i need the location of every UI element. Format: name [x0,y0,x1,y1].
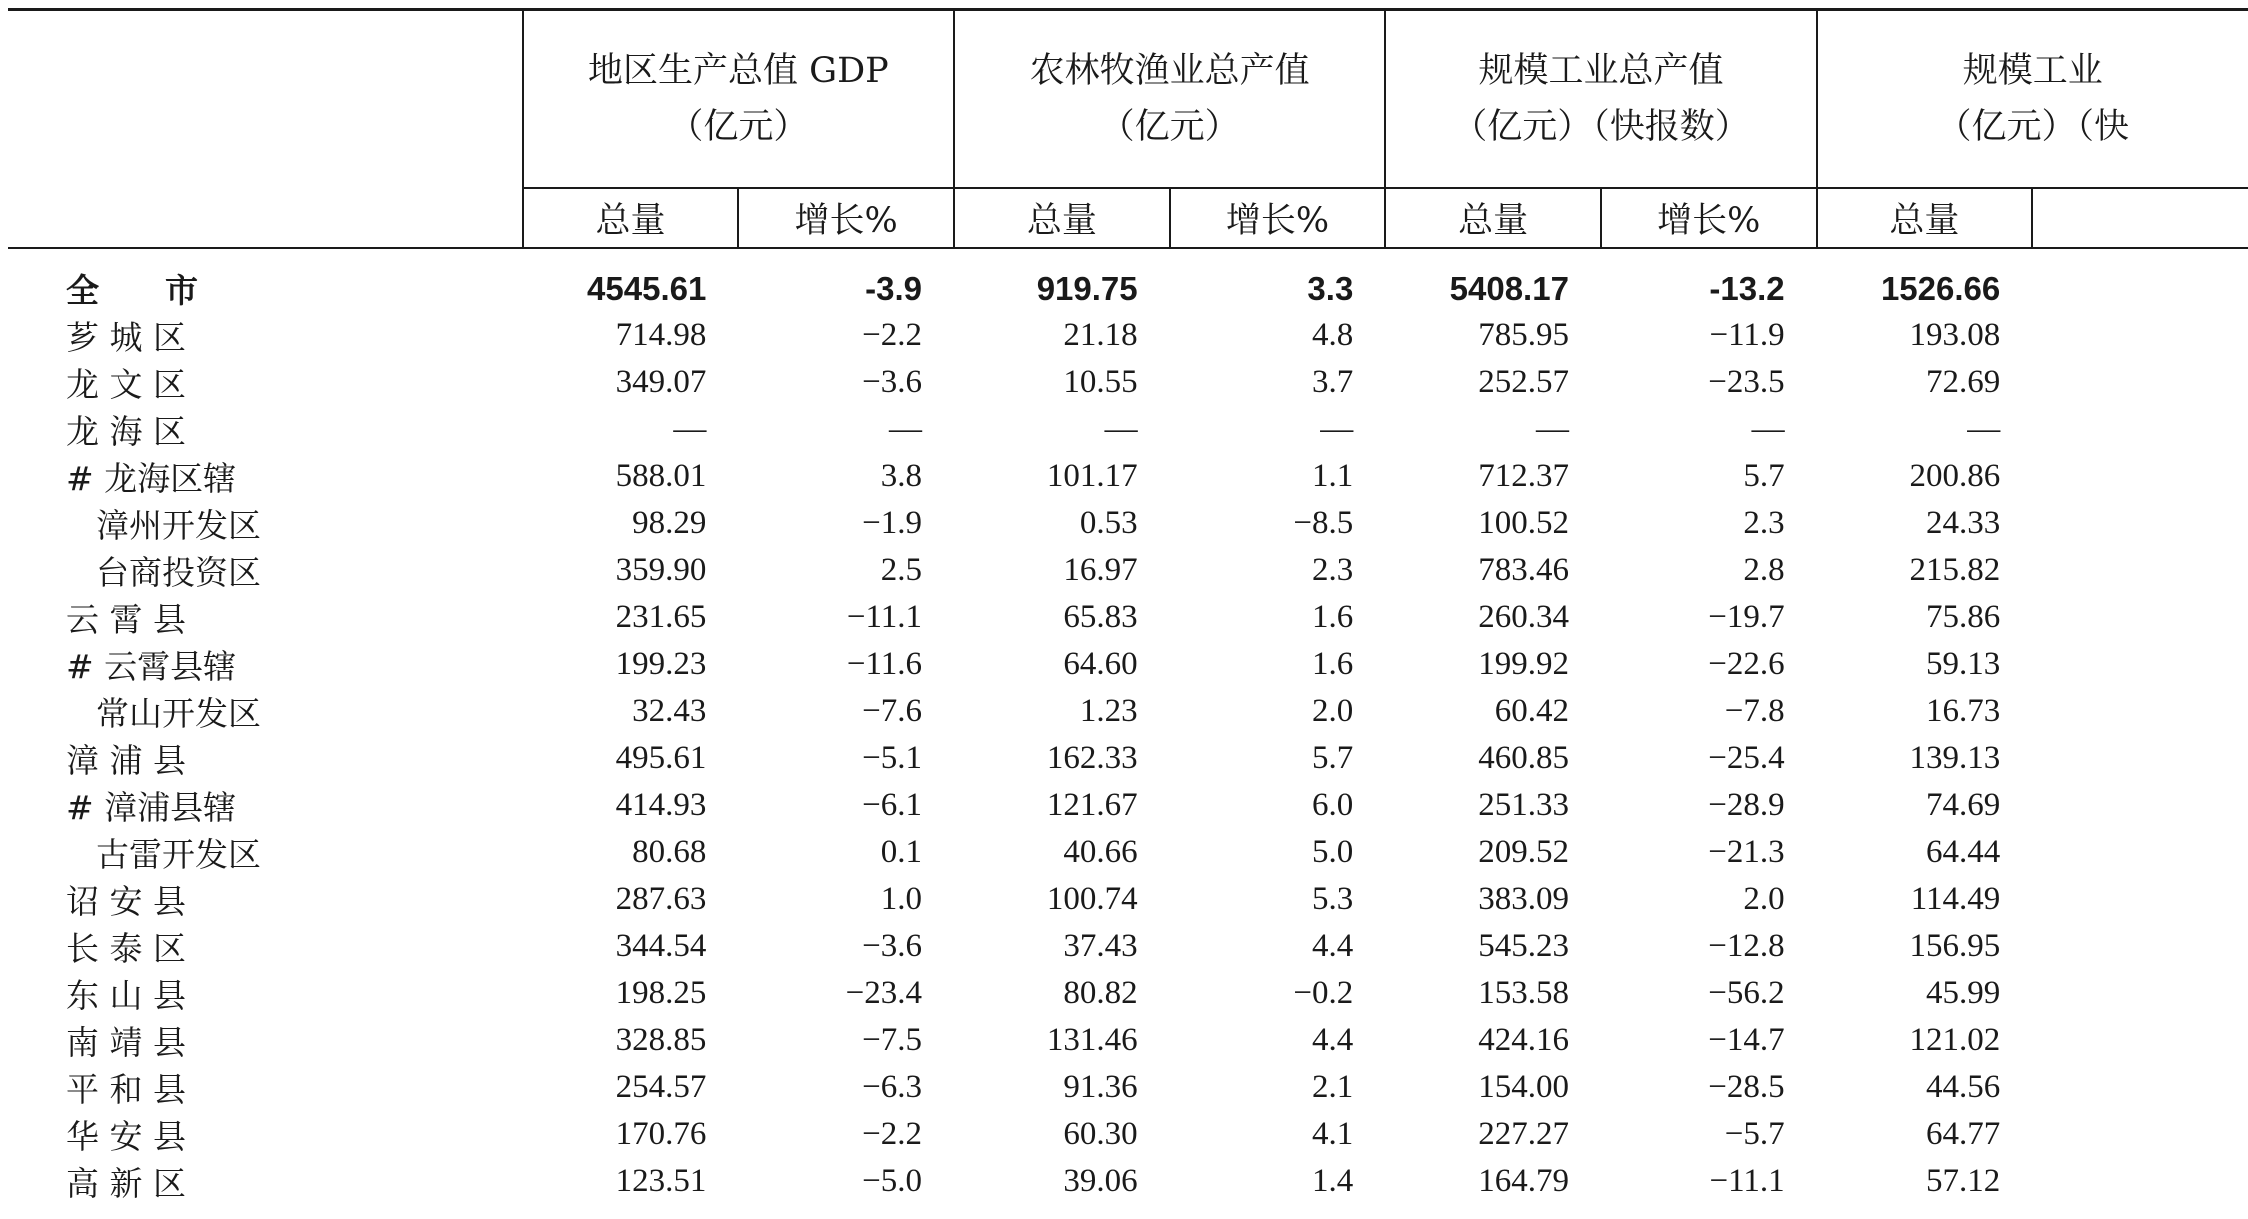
region-name: 诏 安 县 [66,882,186,921]
value-cell: 287.63 [615,881,707,917]
subheader-total: 总量 [523,188,739,248]
table-row [8,406,2248,453]
header-row-groups [8,10,2248,189]
value-cell: −8.5 [1293,505,1354,541]
header-group-gdp [523,10,954,189]
table-row [8,735,2248,782]
table-row [8,1017,2248,1064]
region-name: 长 泰 区 [66,929,186,968]
value-cell: 198.25 [615,975,707,1011]
clipped-cell [2032,594,2248,641]
value-cell: −2.2 [862,317,922,353]
value-cell: 4545.61 [587,269,707,307]
table-body [8,248,2248,1205]
value-cell: 72.69 [1925,364,2001,400]
value-cell: 91.36 [1063,1069,1138,1105]
value-cell: −19.7 [1708,599,1785,635]
value-cell: −23.5 [1708,364,1785,400]
value-cell: 460.85 [1478,740,1569,776]
value-cell: 6.0 [1312,787,1354,823]
value-cell: 16.73 [1925,693,2001,729]
subheader-total: 总量 [1817,188,2033,248]
group-unit: （亿元） [668,107,809,147]
value-cell: 2.0 [1743,881,1785,917]
value-cell: 200.86 [1909,458,2001,494]
value-cell: 1.1 [1312,458,1354,494]
value-cell: 5.7 [1743,458,1785,494]
region-name: 龙 文 区 [66,365,186,404]
value-cell: 349.07 [615,364,707,400]
value-cell: -3.9 [865,269,922,307]
value-cell: 64.77 [1925,1116,2001,1152]
value-cell: 64.44 [1925,834,2001,870]
value-cell: 10.55 [1063,364,1138,400]
region-name: 云 霄 县 [66,600,186,639]
value-cell: 4.1 [1312,1116,1354,1152]
value-cell: 588.01 [615,458,707,494]
value-cell: 162.33 [1046,740,1138,776]
region-name: 常山开发区 [96,694,261,733]
value-cell: 170.76 [615,1116,707,1152]
value-cell: 123.51 [615,1163,707,1199]
value-cell: — [1751,411,1785,447]
table-row [8,1111,2248,1158]
clipped-cell [2032,500,2248,547]
value-cell: 4.8 [1312,317,1354,353]
value-cell: −25.4 [1708,740,1785,776]
table-row [8,782,2248,829]
clipped-cell [2032,265,2248,312]
value-cell: −11.1 [1709,1163,1785,1199]
value-cell: −28.9 [1708,787,1785,823]
region-name: # 云霄县辖 [66,647,237,686]
clipped-cell [2032,312,2248,359]
value-cell: 45.99 [1925,975,2001,1011]
value-cell: 0.53 [1079,505,1138,541]
clipped-cell [2032,782,2248,829]
value-cell: −12.8 [1708,928,1785,964]
subheader-total: 总量 [1385,188,1601,248]
value-cell: −6.3 [862,1069,922,1105]
value-cell: 714.98 [615,317,707,353]
value-cell: 227.27 [1478,1116,1569,1152]
value-cell: −3.6 [862,928,922,964]
region-name: # 漳浦县辖 [66,788,237,827]
value-cell: −7.8 [1724,693,1785,729]
value-cell: −0.2 [1293,975,1354,1011]
value-cell: 2.3 [1743,505,1785,541]
clipped-cell [2032,453,2248,500]
value-cell: 32.43 [632,693,707,729]
value-cell: 80.82 [1063,975,1138,1011]
region-name: 高 新 区 [66,1164,186,1203]
table-header [8,10,2248,249]
region-name: 平 和 县 [66,1070,186,1109]
value-cell: 98.29 [632,505,707,541]
value-cell: 139.13 [1909,740,2001,776]
table-row [8,453,2248,500]
value-cell: 44.56 [1925,1069,2001,1105]
value-cell: 251.33 [1478,787,1569,823]
clipped-cell [2032,876,2248,923]
value-cell: −5.0 [862,1163,922,1199]
region-name: 台商投资区 [96,553,261,592]
value-cell: −3.6 [862,364,922,400]
region-name: 漳 浦 县 [66,741,186,780]
value-cell: 5.3 [1312,881,1354,917]
value-cell: 2.5 [880,552,922,588]
value-cell: 193.08 [1909,317,2001,353]
value-cell: 1.23 [1079,693,1138,729]
clipped-cell [2032,406,2248,453]
value-cell: 154.00 [1478,1069,1569,1105]
value-cell: −7.6 [862,693,922,729]
value-cell: 16.97 [1063,552,1138,588]
table-row [8,829,2248,876]
value-cell: 383.09 [1478,881,1569,917]
value-cell: 328.85 [615,1022,707,1058]
value-cell: 5.7 [1312,740,1354,776]
value-cell: — [1104,411,1138,447]
subheader-total: 总量 [954,188,1170,248]
value-cell: 359.90 [615,552,707,588]
value-cell: 101.17 [1046,458,1138,494]
table-row [8,688,2248,735]
table-row [8,265,2248,312]
value-cell: 1.0 [880,881,922,917]
header-group-industry-clipped [1817,10,2248,189]
value-cell: 60.30 [1063,1116,1138,1152]
value-cell: −11.6 [846,646,922,682]
statistics-table [8,8,2248,1205]
value-cell: 785.95 [1478,317,1569,353]
value-cell: — [673,411,707,447]
group-title: 规模工业总产值 [1478,51,1724,91]
value-cell: 414.93 [615,787,707,823]
value-cell: 783.46 [1478,552,1569,588]
clipped-cell [2032,1017,2248,1064]
value-cell: — [1535,411,1569,447]
value-cell: 215.82 [1909,552,2001,588]
value-cell: −14.7 [1708,1022,1785,1058]
table-row [8,923,2248,970]
value-cell: 260.34 [1478,599,1569,635]
clipped-cell [2032,923,2248,970]
region-name: 古雷开发区 [96,835,261,874]
header-group-agriculture [954,10,1385,189]
region-name: # 龙海区辖 [66,459,237,498]
value-cell: 60.42 [1494,693,1569,729]
clipped-cell [2032,829,2248,876]
region-name: 漳州开发区 [96,506,261,545]
value-cell: 231.65 [615,599,707,635]
value-cell: 1.6 [1312,599,1354,635]
value-cell: 2.0 [1312,693,1354,729]
value-cell: 495.61 [615,740,707,776]
value-cell: 100.74 [1046,881,1138,917]
group-title: 农林牧渔业总产值 [1029,51,1310,91]
value-cell: 545.23 [1478,928,1569,964]
value-cell: — [1967,411,2001,447]
value-cell: −5.1 [862,740,922,776]
subheader-growth: 增长% [738,188,954,248]
value-cell: 209.52 [1478,834,1569,870]
value-cell: 121.67 [1046,787,1138,823]
value-cell: 164.79 [1478,1163,1569,1199]
value-cell: 2.3 [1312,552,1354,588]
value-cell: 59.13 [1925,646,2001,682]
table-row [8,359,2248,406]
value-cell: 100.52 [1478,505,1569,541]
value-cell: −21.3 [1708,834,1785,870]
subheader-clipped [2032,188,2248,248]
clipped-cell [2032,547,2248,594]
value-cell: 40.66 [1063,834,1138,870]
value-cell: −11.1 [846,599,922,635]
table-row [8,876,2248,923]
clipped-cell [2032,1158,2248,1205]
value-cell: 80.68 [632,834,707,870]
value-cell: 57.12 [1925,1163,2001,1199]
header-row-subcolumns [8,188,2248,248]
value-cell: 3.3 [1307,269,1354,307]
value-cell: −22.6 [1708,646,1785,682]
subheader-growth: 增长% [1601,188,1817,248]
region-name: 芗 城 区 [66,318,186,357]
value-cell: −11.9 [1709,317,1785,353]
group-title: 地区生产总值 GDP [588,51,889,91]
group-unit: （亿元） [1099,107,1240,147]
value-cell: 254.57 [615,1069,707,1105]
value-cell: 4.4 [1312,928,1354,964]
value-cell: 153.58 [1478,975,1569,1011]
group-unit: （亿元）（快报数） [1452,107,1750,147]
value-cell: 0.1 [880,834,922,870]
value-cell: 75.86 [1925,599,2001,635]
value-cell: 21.18 [1063,317,1138,353]
table-row [8,1158,2248,1205]
value-cell: −56.2 [1708,975,1785,1011]
value-cell: 4.4 [1312,1022,1354,1058]
value-cell: 712.37 [1478,458,1569,494]
group-title: 规模工业 [1962,51,2103,91]
value-cell: −5.7 [1724,1116,1785,1152]
clipped-cell [2032,1064,2248,1111]
value-cell: — [1320,411,1354,447]
value-cell: 1.6 [1312,646,1354,682]
value-cell: 919.75 [1036,269,1138,307]
value-cell: −6.1 [862,787,922,823]
value-cell: −1.9 [862,505,922,541]
value-cell: 24.33 [1925,505,2001,541]
table-row [8,547,2248,594]
value-cell: 114.49 [1910,881,2001,917]
subheader-growth: 增长% [1170,188,1386,248]
region-name: 龙 海 区 [66,412,186,451]
region-name: 全 市 [66,271,198,310]
table-row [8,312,2248,359]
value-cell: 74.69 [1925,787,2001,823]
value-cell: 1526.66 [1880,269,2001,307]
body-spacer [8,248,2248,265]
table-row [8,1064,2248,1111]
clipped-cell [2032,970,2248,1017]
table-row [8,594,2248,641]
value-cell: 3.7 [1312,364,1354,400]
region-name: 南 靖 县 [66,1023,186,1062]
clipped-cell [2032,735,2248,782]
value-cell: 2.8 [1743,552,1785,588]
value-cell: 3.8 [880,458,922,494]
table-row [8,641,2248,688]
clipped-cell [2032,641,2248,688]
region-name: 华 安 县 [66,1117,186,1156]
clipped-cell [2032,688,2248,735]
value-cell: 156.95 [1909,928,2001,964]
value-cell: 65.83 [1063,599,1138,635]
value-cell: 2.1 [1312,1069,1354,1105]
header-corner [8,10,523,189]
clipped-cell [2032,1111,2248,1158]
header-corner-bottom [8,188,523,248]
value-cell: 199.23 [615,646,707,682]
value-cell: 64.60 [1063,646,1138,682]
value-cell: −7.5 [862,1022,922,1058]
value-cell: 344.54 [615,928,707,964]
value-cell: 131.46 [1046,1022,1138,1058]
group-unit: （亿元）（快 [1936,107,2130,147]
header-group-industry-output [1385,10,1816,189]
value-cell: 37.43 [1063,928,1138,964]
value-cell: −28.5 [1708,1069,1785,1105]
value-cell: −2.2 [862,1116,922,1152]
value-cell: 5.0 [1312,834,1354,870]
value-cell: -13.2 [1709,269,1785,307]
value-cell: 424.16 [1478,1022,1569,1058]
table-row [8,500,2248,547]
value-cell: −23.4 [845,975,922,1011]
value-cell: 121.02 [1909,1022,2001,1058]
value-cell: 39.06 [1063,1163,1138,1199]
value-cell: — [889,411,922,447]
table-row [8,970,2248,1017]
clipped-cell [2032,359,2248,406]
value-cell: 199.92 [1478,646,1569,682]
value-cell: 5408.17 [1449,269,1569,307]
value-cell: 1.4 [1312,1163,1354,1199]
region-name: 东 山 县 [66,976,186,1015]
value-cell: 252.57 [1478,364,1569,400]
